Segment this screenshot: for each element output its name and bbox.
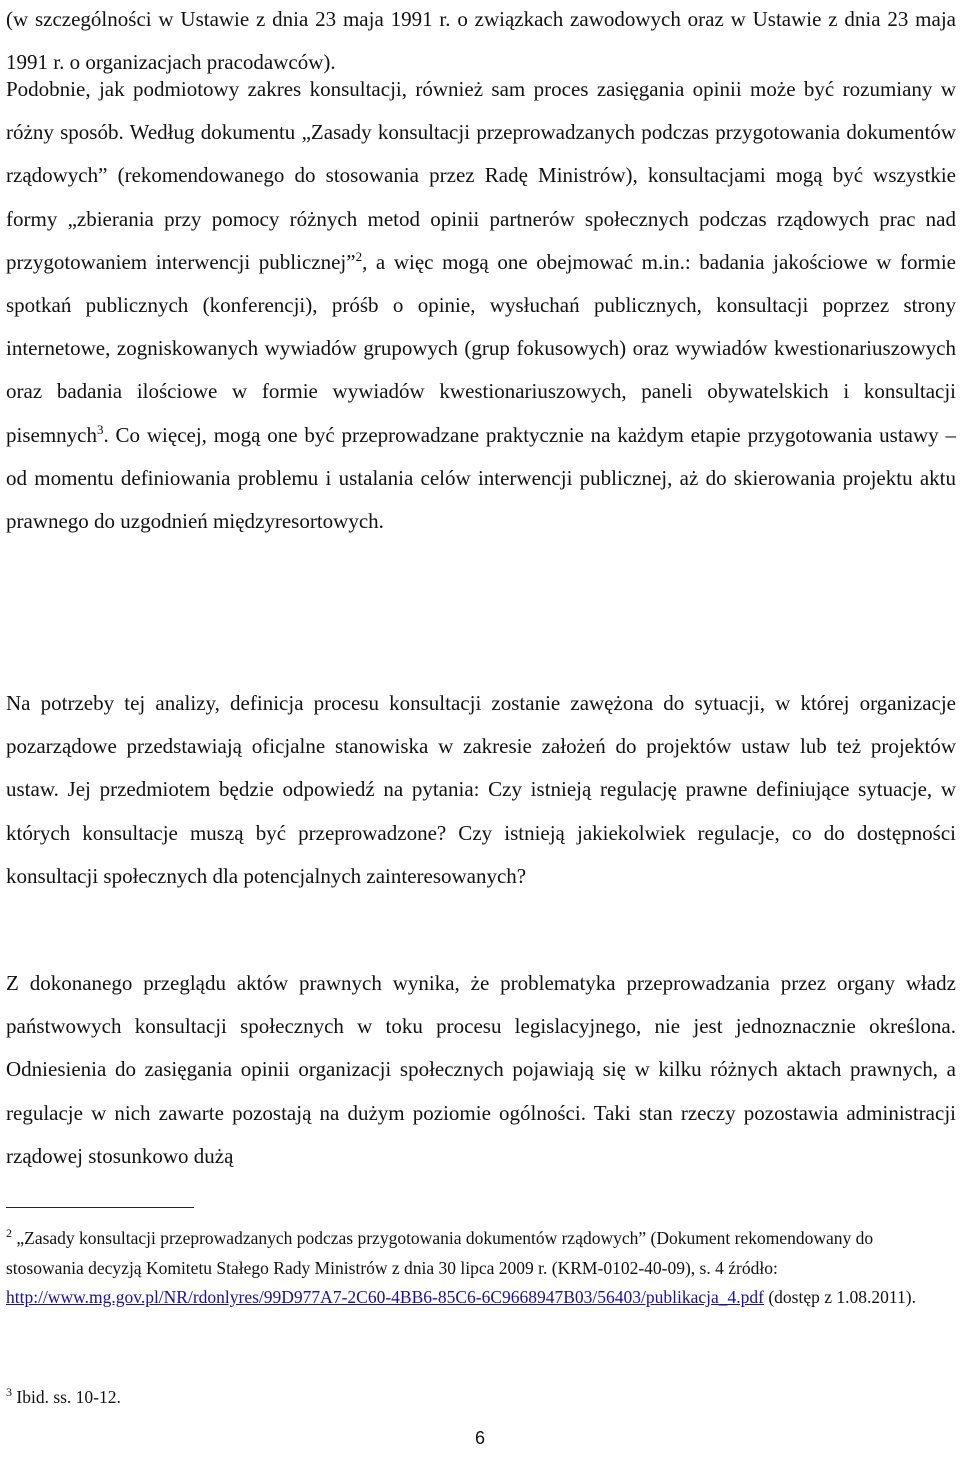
paragraph-4-text: Z dokonanego przeglądu aktów prawnych wynika, że problematyka przeprowadzania przez organy władz państwowych konsultacji społecznych w toku procesu legislacyjnego, nie jest jednoznacznie określona. Odniesienia do zasięgania opinii organizacji społecznych pojawiają się w kilku różnych aktach prawnych, a regulacje w nich zawarte pozostają na dużym poziomie ogólności. Taki stan rzeczy pozostawia administracji rządowej stosunkowo dużą — [6, 971, 956, 1168]
footnote-ref-3[interactable]: 3 — [96, 421, 104, 437]
footnote-3-text: Ibid. ss. 10-12. — [12, 1387, 121, 1407]
footnote-2-number: 2 — [6, 1226, 12, 1240]
paragraph-2 — [6, 68, 956, 543]
footnote-2-link[interactable]: http://www.mg.gov.pl/NR/rdonlyres/99D977A7-2C60-4BB6-85C6-6C9668947B03/56403/publikacja_4.pdf — [6, 1287, 764, 1307]
paragraph-2-text-b: , a więc mogą one obejmować m.in.: badania jakościowe w formie spotkań publicznych (konferencji), próśb o opinie, wysłuchań publicznych, konsultacji poprzez strony internetowe, zogniskowanych wywiadów grupowych (grup fokusowych) oraz wywiadów kwestionariuszowych oraz badania ilościowe w formie wywiadów kwestionariuszowych, paneli obywatelskich i konsultacji pisemnych — [6, 249, 956, 447]
paragraph-2-text-c: . Co więcej, mogą one być przeprowadzane praktycznie na każdym etapie przygotowania ustawy – od momentu definiowania problemu i ustalania celów interwencji publicznej, aż do skierowania projektu aktu prawnego do uzgodnień międzyresortowych. — [6, 422, 956, 534]
paragraph-3 — [6, 682, 956, 898]
paragraph-4 — [6, 962, 956, 1178]
paragraph-3-text: Na potrzeby tej analizy, definicja procesu konsultacji zostanie zawężona do sytuacji, w której organizacje pozarządowe przedstawiają oficjalne stanowiska w zakresie założeń do projektów ustaw lub też projektów ustaw. Jej przedmiotem będzie odpowiedź na pytania: Czy istnieją regulację prawne definiujące sytuacje, w których konsultacje muszą być przeprowadzone? Czy istnieją jakiekolwiek regulacje, co do dostępności konsultacji społecznych dla potencjalnych zainteresowanych? — [6, 691, 956, 888]
footnote-ref-2[interactable]: 2 — [355, 248, 363, 264]
footnote-2-access-date: (dostęp z 1.08.2011). — [763, 1287, 916, 1307]
footnote-3-number: 3 — [6, 1385, 12, 1399]
footnote-2-text: „Zasady konsultacji przeprowadzanych podczas przygotowania dokumentów rządowych” (Dokument rekomendowany do stosowania decyzją Komitetu Stałego Rady Ministrów z dnia 30 lipca 2009 r. (KRM-0102-40-09), s. 4 źródło: — [6, 1228, 874, 1278]
paragraph-1-text: (w szczególności w Ustawie z dnia 23 maja 1991 r. o związkach zawodowych oraz w Ustawie z dnia 23 maja 1991 r. o organizacjach pracodawców). — [6, 7, 956, 75]
footnote-3 — [6, 1383, 954, 1413]
footnote-separator — [6, 1207, 194, 1208]
page-number: 6 — [474, 1428, 485, 1448]
footnote-2 — [6, 1224, 954, 1313]
paragraph-2-text-a: Podobnie, jak podmiotowy zakres konsultacji, również sam proces zasięgania opinii może być rozumiany w różny sposób. Według dokumentu „Zasady konsultacji przeprowadzanych podczas przygotowania dokumentów rządowych” (rekomendowanego do stosowania przez Radę Ministrów), konsultacjami mogą być wszystkie formy „zbierania przy pomocy różnych metod opinii partnerów społecznych podczas rządowych prac nad przygotowaniem interwencji publicznej” — [6, 77, 956, 274]
